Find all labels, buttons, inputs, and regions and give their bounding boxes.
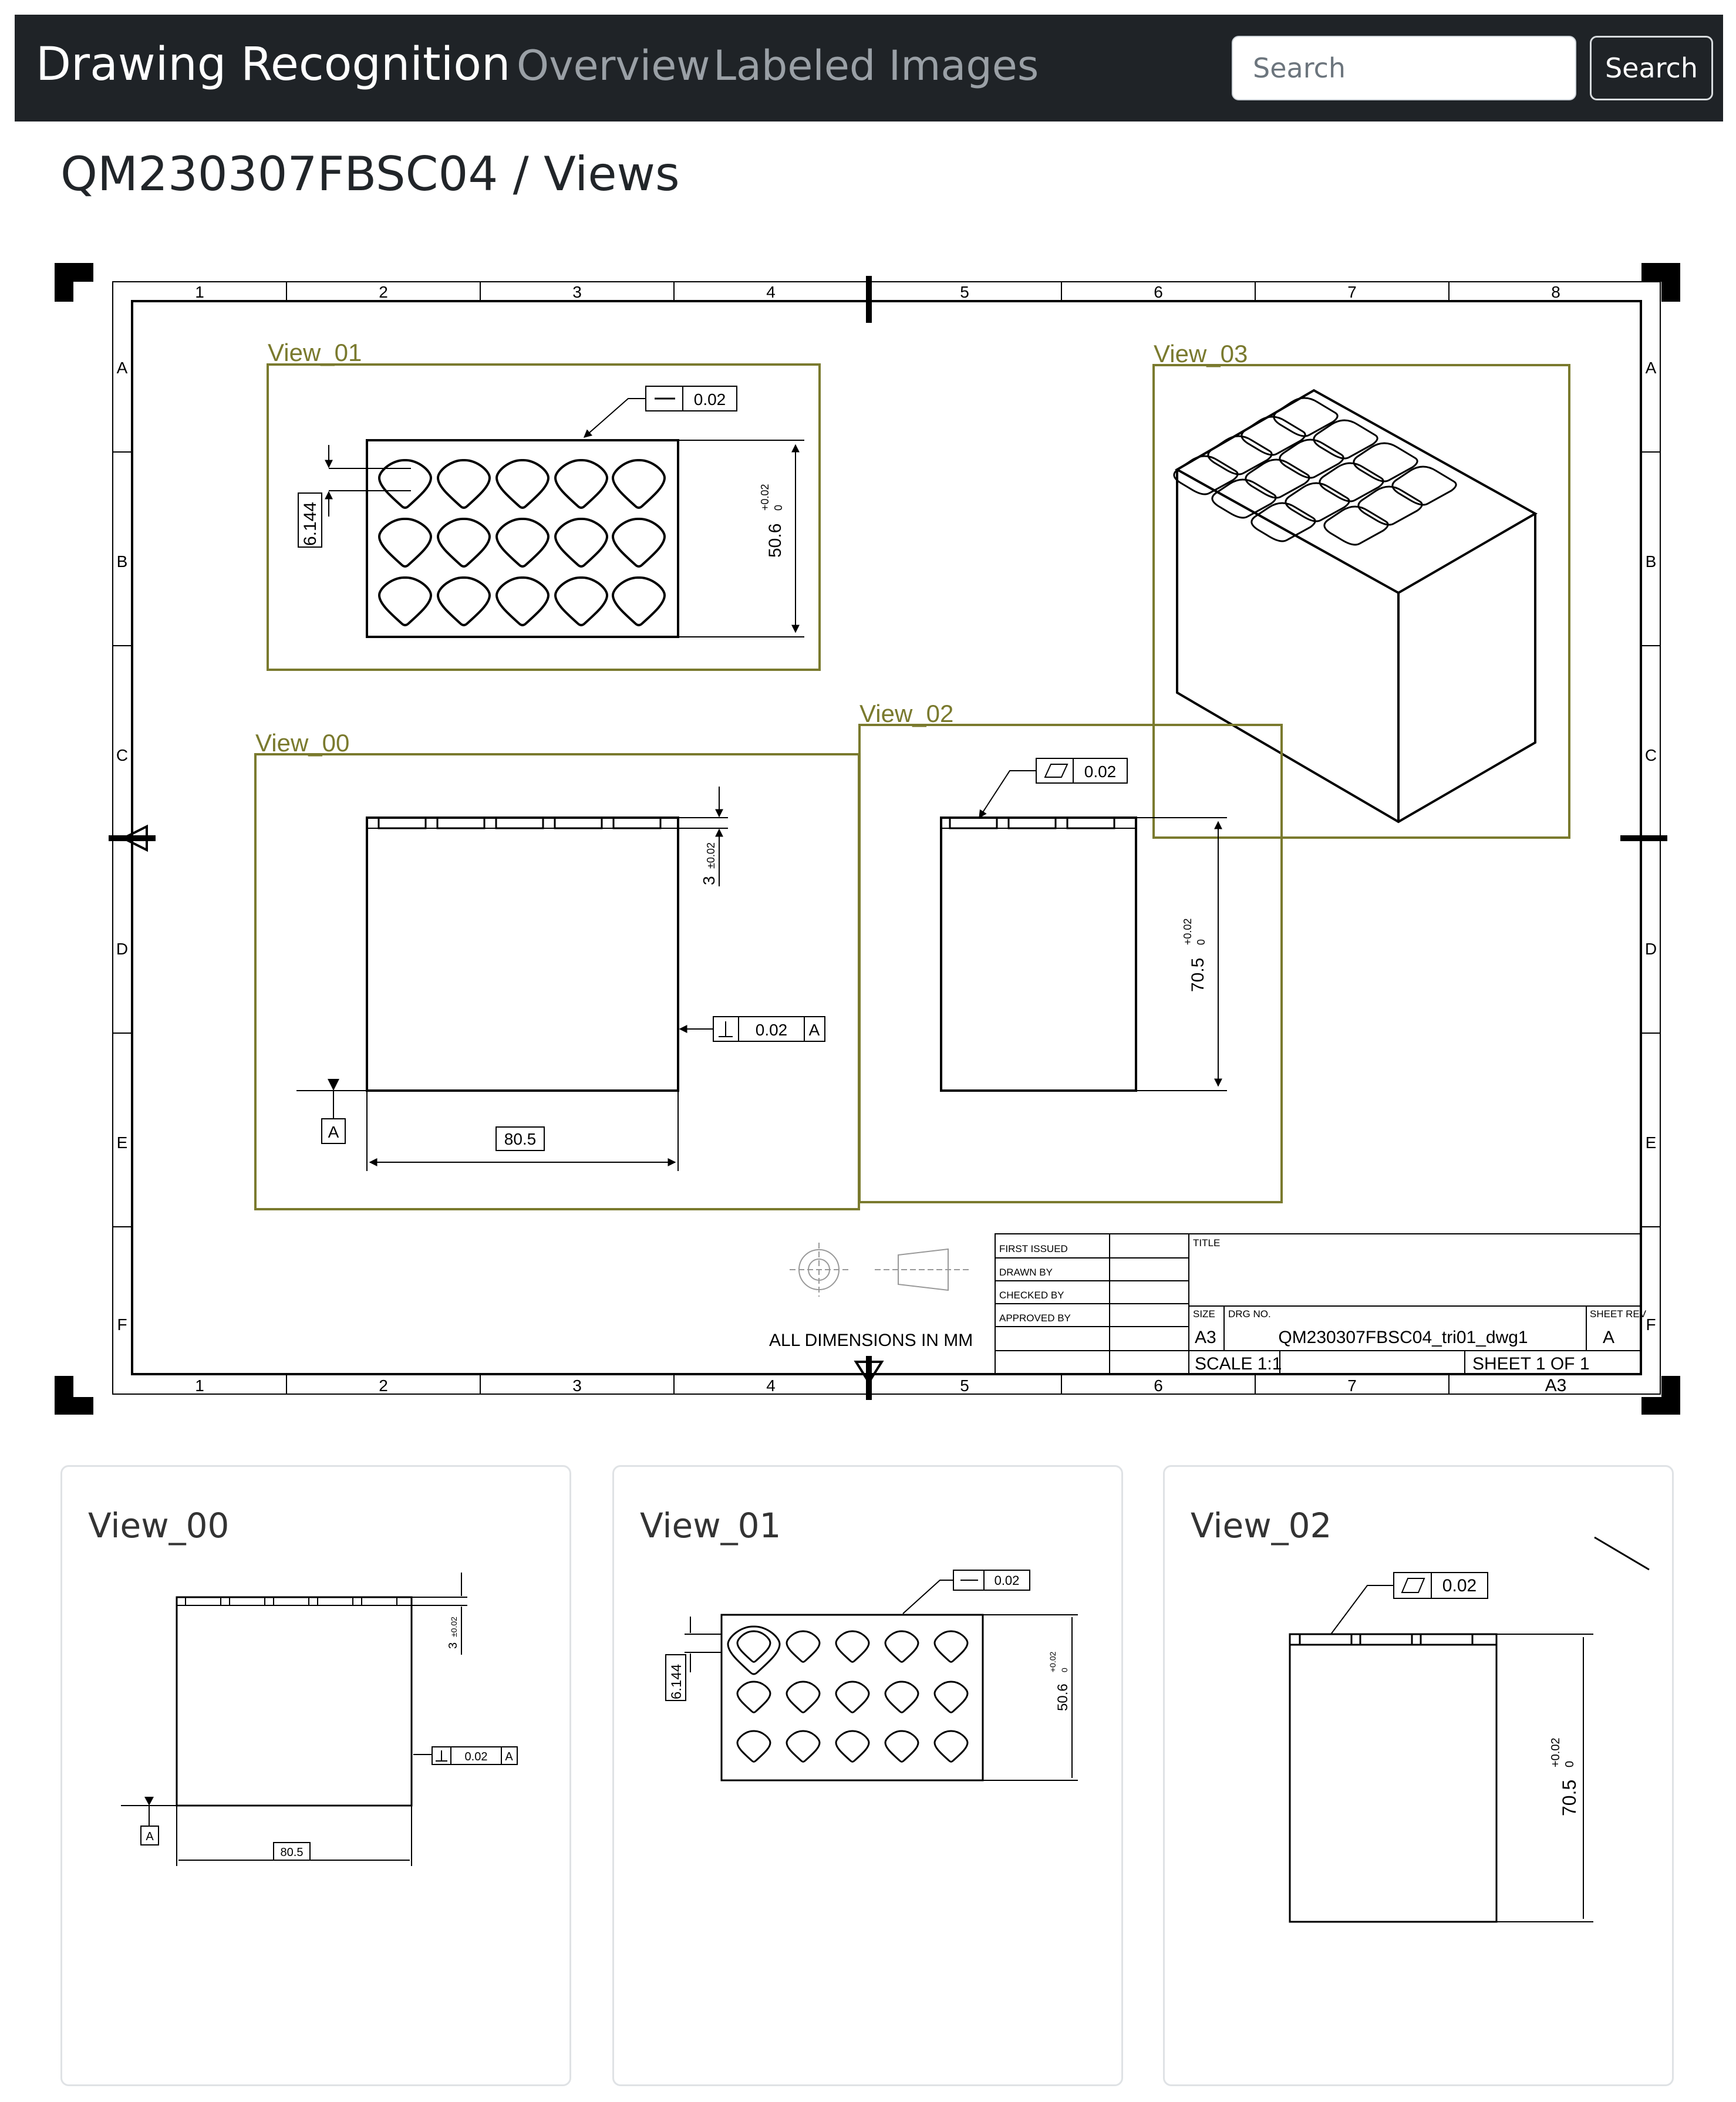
zone-number: 8 xyxy=(1551,283,1560,301)
title-block-label: SIZE xyxy=(1193,1308,1215,1320)
zone-number: 5 xyxy=(960,1376,969,1395)
parallelism-value: 0.02 xyxy=(1084,762,1117,781)
title-block-label: TITLE xyxy=(1193,1237,1221,1249)
flatness-value: 0.02 xyxy=(693,390,726,409)
sheet-format: A3 xyxy=(1545,1376,1567,1395)
zone-number: 1 xyxy=(195,1376,204,1395)
zone-letter: E xyxy=(1645,1133,1657,1152)
title-block-label: DRG NO. xyxy=(1228,1308,1271,1320)
svg-text:±0.02: ±0.02 xyxy=(705,842,717,869)
svg-text:±0.02: ±0.02 xyxy=(449,1617,459,1637)
width-dim-80-5: 80.5 xyxy=(504,1130,537,1148)
zone-number: 4 xyxy=(766,283,776,301)
search-button[interactable]: Search xyxy=(1590,36,1713,100)
svg-text:70.5: 70.5 xyxy=(1559,1779,1580,1816)
view-03-box xyxy=(1154,365,1569,838)
zone-number: 3 xyxy=(572,283,582,301)
zone-letter: E xyxy=(116,1133,128,1152)
view-03-isometric xyxy=(1174,390,1535,822)
title-block-label: SHEET REV xyxy=(1590,1308,1647,1320)
nav-link-overview[interactable]: Overview xyxy=(517,42,710,90)
svg-text:A: A xyxy=(808,1021,820,1039)
sheet-size: A3 xyxy=(1195,1328,1216,1347)
zone-number: 3 xyxy=(572,1376,582,1395)
view-00-thumbnail xyxy=(62,1467,573,2088)
scale: SCALE 1:1 xyxy=(1195,1354,1282,1374)
sheet-revision: A xyxy=(1602,1328,1615,1347)
svg-text:0: 0 xyxy=(1060,1668,1069,1672)
zone-number: 7 xyxy=(1347,283,1357,301)
zone-number: 2 xyxy=(379,1376,388,1395)
drawing-sheet xyxy=(53,258,1685,1421)
perpendicularity-value: 0.02 xyxy=(755,1021,788,1039)
height-dim-70-5: 70.5 xyxy=(1188,957,1208,992)
view-02-drawing xyxy=(941,758,1227,1091)
zone-number: 5 xyxy=(960,283,969,301)
dimensions-note: ALL DIMENSIONS IN MM xyxy=(769,1331,973,1350)
sheet-count: SHEET 1 OF 1 xyxy=(1472,1354,1590,1374)
svg-text:0: 0 xyxy=(1563,1760,1576,1767)
width-dim-50-6: 50.6 xyxy=(766,523,785,558)
svg-text:+0.02: +0.02 xyxy=(1549,1737,1562,1767)
pitch-dim: 6.144 xyxy=(301,501,320,546)
zone-letter: C xyxy=(1644,746,1657,764)
title-block xyxy=(995,1234,1641,1374)
view-02-thumbnail xyxy=(1165,1467,1676,2088)
drawing-number: QM230307FBSC04_tri01_dwg1 xyxy=(1278,1328,1528,1347)
navbar xyxy=(15,15,1723,122)
zone-letter: B xyxy=(116,552,128,571)
zone-number: 6 xyxy=(1154,1376,1163,1395)
nav-link-labeled-images[interactable]: Labeled Images xyxy=(713,42,1039,90)
svg-text:50.6: 50.6 xyxy=(1055,1683,1071,1711)
svg-text:0.02: 0.02 xyxy=(1442,1576,1477,1595)
svg-text:0.02: 0.02 xyxy=(994,1573,1020,1588)
view-03-label: View_03 xyxy=(1154,340,1248,367)
svg-text:A: A xyxy=(505,1750,513,1763)
zone-number: 6 xyxy=(1154,283,1163,301)
view-card-02[interactable] xyxy=(1163,1465,1674,2086)
zone-letter: D xyxy=(116,940,129,958)
zone-letter: F xyxy=(117,1315,127,1334)
projection-symbol-icon xyxy=(790,1243,972,1297)
card-title: View_02 xyxy=(1191,1506,1332,1546)
zone-letter: A xyxy=(1645,359,1657,377)
title-block-label: DRAWN BY xyxy=(999,1267,1053,1278)
search-input[interactable] xyxy=(1232,36,1576,100)
slot-depth-dim: 3 xyxy=(700,876,718,885)
datum-a: A xyxy=(328,1123,339,1141)
view-00-label: View_00 xyxy=(255,729,350,757)
page-title: QM230307FBSC04 / Views xyxy=(60,147,680,201)
svg-text:+0.02: +0.02 xyxy=(759,484,771,511)
view-00-drawing xyxy=(296,787,825,1171)
view-00-box xyxy=(255,754,859,1209)
view-01-drawing xyxy=(298,386,804,637)
card-title: View_00 xyxy=(88,1506,230,1546)
view-01-thumbnail xyxy=(614,1467,1125,2088)
zone-number: 2 xyxy=(379,283,388,301)
svg-text:80.5: 80.5 xyxy=(280,1846,304,1859)
view-card-01[interactable] xyxy=(612,1465,1123,2086)
zone-letter: B xyxy=(1645,552,1657,571)
zone-letter: D xyxy=(1644,940,1657,958)
svg-text:0: 0 xyxy=(1195,939,1207,945)
zone-number: 1 xyxy=(195,283,204,301)
view-card-00[interactable] xyxy=(60,1465,571,2086)
zone-number: 4 xyxy=(766,1376,776,1395)
svg-text:6.144: 6.144 xyxy=(669,1664,685,1699)
card-title: View_01 xyxy=(640,1506,781,1546)
svg-text:A: A xyxy=(146,1830,154,1843)
svg-text:+0.02: +0.02 xyxy=(1182,918,1194,945)
view-01-label: View_01 xyxy=(268,339,362,366)
svg-text:0.02: 0.02 xyxy=(464,1750,488,1763)
zone-letter: A xyxy=(116,359,128,377)
title-block-label: CHECKED BY xyxy=(999,1290,1064,1301)
title-block-label: APPROVED BY xyxy=(999,1313,1071,1324)
view-02-label: View_02 xyxy=(859,700,954,727)
zone-number: 7 xyxy=(1347,1376,1357,1395)
zone-letter: F xyxy=(1646,1315,1656,1334)
zone-letter: C xyxy=(116,746,129,764)
svg-text:0: 0 xyxy=(773,504,784,511)
title-block-label: FIRST ISSUED xyxy=(999,1243,1068,1254)
brand-link[interactable]: Drawing Recognition xyxy=(36,38,511,91)
svg-text:+0.02: +0.02 xyxy=(1048,1651,1057,1672)
svg-text:3: 3 xyxy=(447,1642,460,1649)
